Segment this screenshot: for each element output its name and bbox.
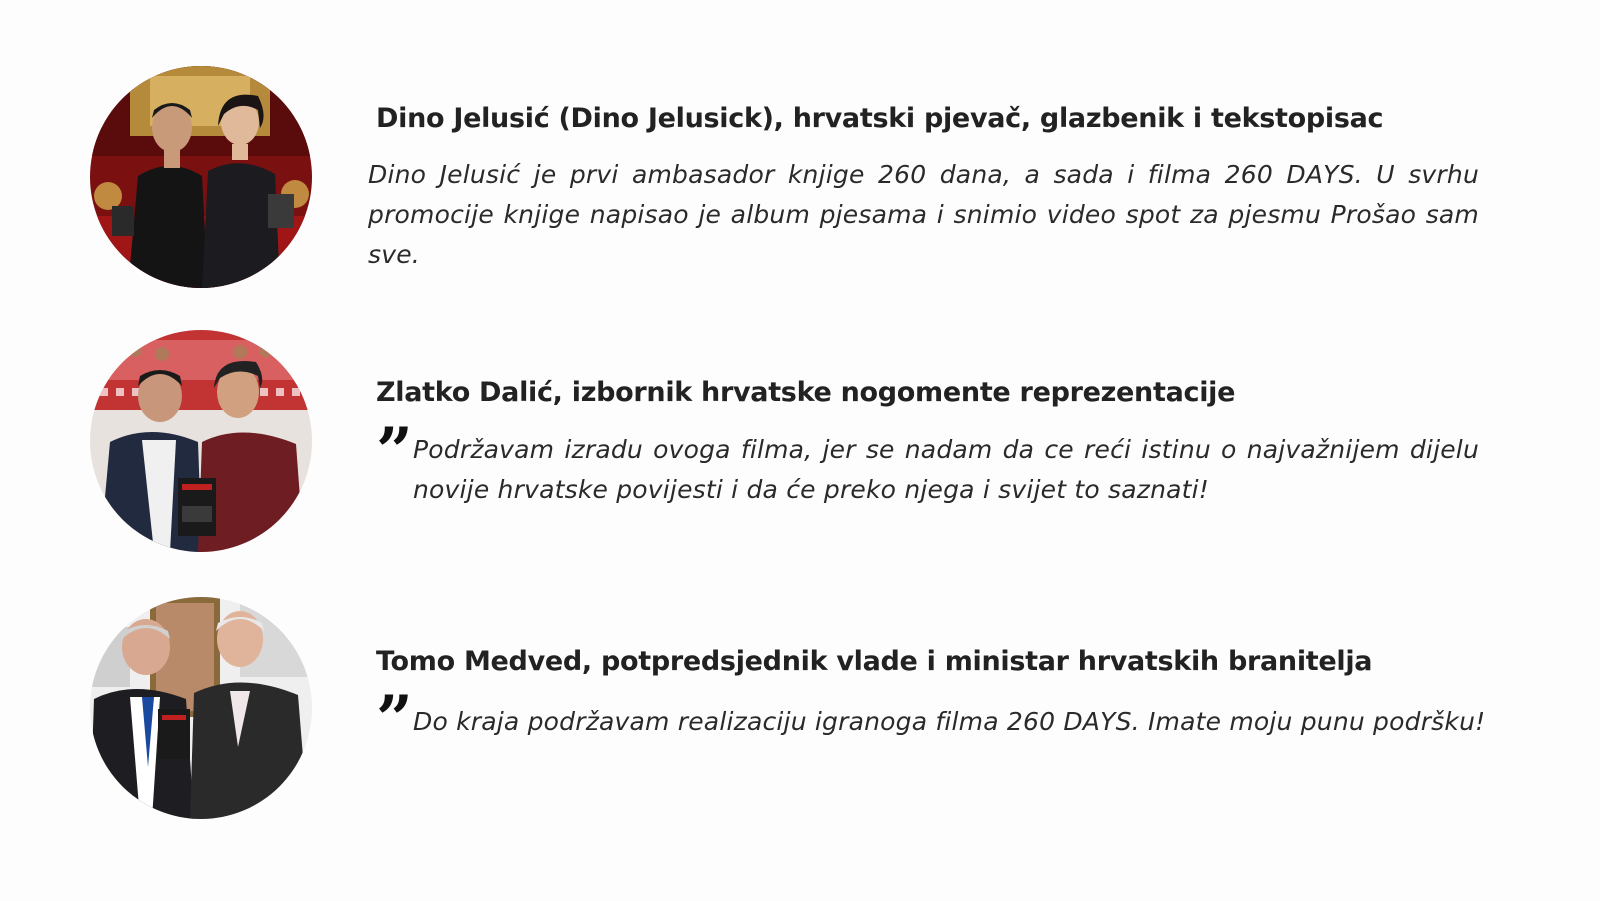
avatar	[90, 66, 312, 288]
portrait-photo-icon	[90, 597, 312, 819]
testimonial-body: Podržavam izradu ovoga filma, jer se nadam da ce reći istinu o najvažnijem dijelu novije hrvatske povijesti i da će preko njega i svijet to saznati!	[413, 435, 1479, 504]
avatar	[90, 597, 312, 819]
testimonial-body: Do kraja podržavam realizaciju igranoga filma 260 DAYS. Imate moju punu podršku!	[413, 707, 1486, 736]
testimonial-body: Dino Jelusić je prvi ambasador knjige 260 dana, a sada i filma 260 DAYS. U svrhu promocije knjige napisao je album pjesama i snimio video spot za pjesmu Prošao sam sve.	[368, 160, 1479, 269]
testimonial-title: Tomo Medved, potpredsjednik vlade i ministar hrvatskih branitelja	[376, 646, 1373, 677]
avatar	[90, 330, 312, 552]
portrait-photo-icon	[90, 330, 312, 552]
testimonial-title: Dino Jelusić (Dino Jelusick), hrvatski pjevač, glazbenik i tekstopisac	[376, 103, 1384, 134]
quote-icon: ”	[376, 682, 409, 757]
portrait-photo-icon	[90, 66, 312, 288]
quote-icon: ”	[376, 414, 409, 489]
testimonial-title: Zlatko Dalić, izbornik hrvatske nogomente reprezentacije	[376, 377, 1236, 408]
